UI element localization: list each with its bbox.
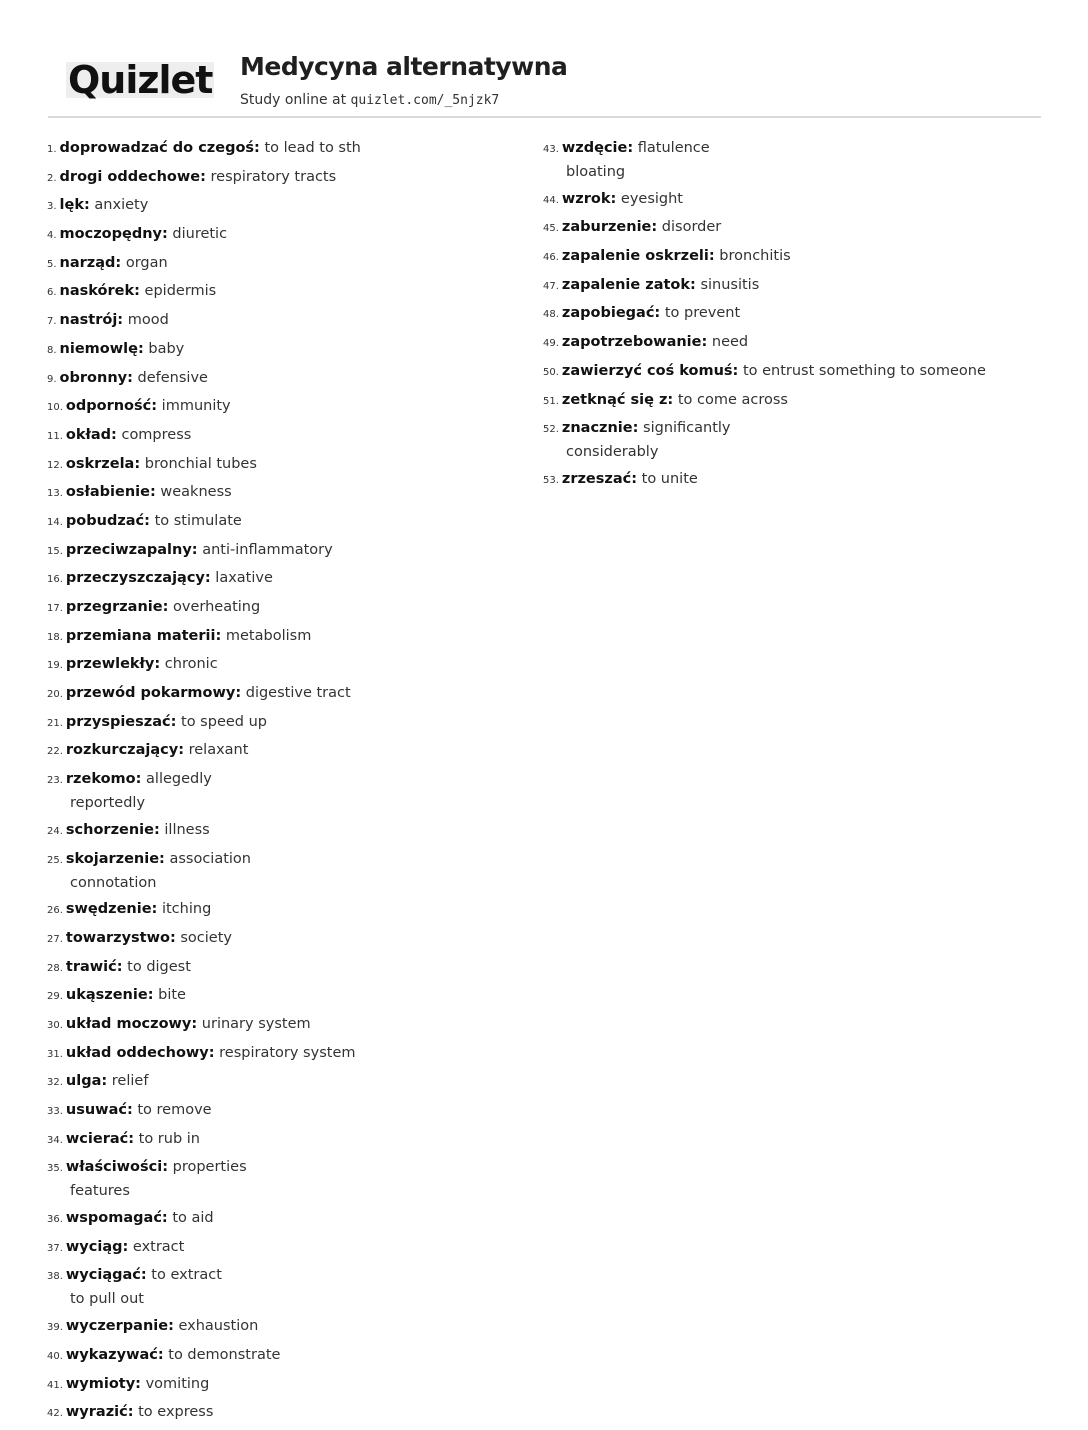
item-term: wzdęcie: xyxy=(561,140,634,156)
term-item xyxy=(47,453,517,477)
term-item xyxy=(47,682,517,706)
term-item xyxy=(47,567,517,591)
item-definition: to demonstrate xyxy=(168,1346,281,1363)
item-term: rzekomo: xyxy=(65,771,142,788)
item-term: trawić: xyxy=(65,958,123,975)
item-definition: diuretic xyxy=(172,226,228,243)
item-definition: to stimulate xyxy=(154,512,242,529)
item-definition: itching xyxy=(161,901,212,918)
item-term: doprowadzać do czegoś: xyxy=(59,140,260,156)
item-definition: immunity xyxy=(161,398,231,415)
term-list-right xyxy=(543,137,1063,497)
page-title: Medycyna alternatywna xyxy=(240,52,568,81)
item-term: usuwać: xyxy=(65,1102,133,1118)
item-definition: to come across xyxy=(677,391,788,408)
term-item xyxy=(47,1401,517,1425)
term-item xyxy=(47,1099,517,1123)
item-number: 44. xyxy=(543,194,559,206)
term-item xyxy=(47,768,517,814)
item-definition: illness xyxy=(164,821,210,838)
item-term: wykazywać: xyxy=(65,1346,164,1363)
item-number: 19. xyxy=(47,660,63,672)
item-number: 16. xyxy=(47,574,63,586)
item-term: schorzenie: xyxy=(65,821,160,838)
term-item xyxy=(543,216,1063,240)
item-definition: significantly xyxy=(643,420,731,437)
item-definition: urinary system xyxy=(201,1015,311,1032)
term-item xyxy=(47,625,517,649)
item-definition: to prevent xyxy=(664,305,741,322)
item-term: przewód pokarmowy: xyxy=(65,685,242,702)
item-term: zapobiegać: xyxy=(561,305,661,322)
item-number: 33. xyxy=(47,1106,63,1117)
item-number: 15. xyxy=(47,545,63,557)
item-definition: to aid xyxy=(172,1210,214,1227)
item-number: 6. xyxy=(47,287,57,299)
item-definition: baby xyxy=(148,340,185,357)
item-definition: vomiting xyxy=(145,1375,210,1392)
item-definition: to remove xyxy=(137,1102,212,1118)
term-item xyxy=(47,1070,517,1094)
term-item xyxy=(47,137,517,161)
item-term: naskórek: xyxy=(59,283,140,300)
item-definition: bronchitis xyxy=(719,248,791,265)
term-item xyxy=(47,367,517,391)
term-item xyxy=(47,596,517,620)
term-item xyxy=(47,309,517,333)
study-url-link[interactable]: quizlet.com/_5njzk7 xyxy=(350,93,500,108)
item-number: 43. xyxy=(543,144,559,155)
item-definition: relaxant xyxy=(188,742,249,759)
term-item xyxy=(47,223,517,247)
term-item xyxy=(47,539,517,563)
item-number: 5. xyxy=(47,258,57,270)
term-item xyxy=(47,1264,517,1310)
item-number: 40. xyxy=(47,1350,63,1362)
term-item xyxy=(47,898,517,922)
item-number: 9. xyxy=(47,373,57,385)
term-item xyxy=(47,739,517,763)
term-item xyxy=(47,711,517,735)
term-item xyxy=(47,819,517,843)
term-item xyxy=(543,188,1063,212)
item-term: zawierzyć coś komuś: xyxy=(561,362,739,379)
item-number: 51. xyxy=(543,395,559,407)
item-number: 37. xyxy=(47,1242,63,1254)
item-definition: bronchial tubes xyxy=(144,455,257,472)
item-number: 8. xyxy=(47,344,57,356)
item-term: zapalenie zatok: xyxy=(561,276,696,293)
term-item xyxy=(47,338,517,362)
item-term: zapotrzebowanie: xyxy=(561,334,708,351)
item-definition: to lead to sth xyxy=(264,140,361,156)
item-number: 47. xyxy=(543,280,559,292)
item-definition: metabolism xyxy=(225,627,312,644)
item-definition: flatulence xyxy=(637,140,710,156)
item-definition: defensive xyxy=(137,369,208,386)
term-item xyxy=(47,1042,517,1066)
item-number: 39. xyxy=(47,1322,63,1334)
term-item xyxy=(543,331,1063,355)
item-term: zrzeszać: xyxy=(561,470,638,487)
term-item xyxy=(543,302,1063,326)
item-term: przeciwzapalny: xyxy=(65,541,198,558)
item-number: 26. xyxy=(47,905,63,917)
item-definition: overheating xyxy=(173,599,261,615)
item-term: obronny: xyxy=(59,369,133,386)
item-number: 21. xyxy=(47,717,63,729)
item-definition-extra: reportedly xyxy=(70,795,146,812)
item-definition: epidermis xyxy=(144,283,217,300)
header-divider xyxy=(48,116,1041,118)
item-term: wspomagać: xyxy=(65,1210,168,1227)
item-term: drogi oddechowe: xyxy=(59,168,206,185)
item-definition: to unite xyxy=(641,470,698,487)
item-definition-extra: bloating xyxy=(566,164,626,180)
item-number: 20. xyxy=(47,689,63,701)
item-definition: relief xyxy=(111,1073,149,1090)
item-number: 2. xyxy=(47,172,57,184)
item-definition: compress xyxy=(121,426,192,443)
term-item xyxy=(543,417,1063,463)
item-definition: to rub in xyxy=(138,1130,200,1147)
item-term: nastrój: xyxy=(59,312,124,329)
item-term: pobudzać: xyxy=(65,512,150,529)
term-item xyxy=(47,194,517,218)
item-definition: bite xyxy=(158,987,186,1004)
item-term: ulga: xyxy=(65,1073,108,1090)
item-definition: to entrust something to someone xyxy=(742,362,986,379)
item-number: 28. xyxy=(47,962,63,974)
item-number: 36. xyxy=(47,1214,63,1226)
item-number: 50. xyxy=(543,366,559,378)
item-term: oskrzela: xyxy=(65,455,141,472)
item-term: wzrok: xyxy=(561,190,617,207)
term-item xyxy=(543,360,1063,384)
term-item xyxy=(47,166,517,190)
item-definition: allegedly xyxy=(146,771,212,788)
term-item xyxy=(47,280,517,304)
item-definition: chronic xyxy=(164,656,218,673)
term-list-left xyxy=(47,137,517,1430)
term-item xyxy=(47,1128,517,1152)
item-definition: laxative xyxy=(215,570,273,587)
item-number: 3. xyxy=(47,201,57,213)
item-definition: mood xyxy=(127,312,169,329)
item-number: 23. xyxy=(47,775,63,787)
item-term: niemowlę: xyxy=(59,340,144,357)
item-definition: exhaustion xyxy=(178,1318,259,1335)
term-item xyxy=(543,468,1063,492)
term-item xyxy=(47,848,517,894)
item-definition: to digest xyxy=(127,958,191,975)
item-definition: digestive tract xyxy=(245,685,351,702)
item-number: 17. xyxy=(47,603,63,614)
term-item xyxy=(47,1013,517,1037)
item-number: 29. xyxy=(47,991,63,1003)
term-item xyxy=(47,1156,517,1202)
term-item xyxy=(47,510,517,534)
term-item xyxy=(543,137,1063,183)
item-number: 25. xyxy=(47,854,63,866)
item-definition: to extract xyxy=(151,1267,222,1284)
item-number: 49. xyxy=(543,338,559,350)
item-term: przewlekły: xyxy=(65,656,161,673)
term-item xyxy=(47,1207,517,1231)
item-definition: to express xyxy=(138,1404,214,1421)
item-definition: to speed up xyxy=(181,713,267,730)
item-term: wyczerpanie: xyxy=(65,1318,174,1335)
term-item xyxy=(47,956,517,980)
item-definition: need xyxy=(711,334,749,351)
item-number: 11. xyxy=(47,430,63,442)
item-definition: weakness xyxy=(160,484,232,501)
item-number: 31. xyxy=(47,1048,63,1060)
item-term: ukąszenie: xyxy=(65,987,154,1004)
item-term: przyspieszać: xyxy=(65,713,177,730)
item-term: odporność: xyxy=(65,398,158,415)
item-term: wymioty: xyxy=(65,1375,141,1392)
item-number: 46. xyxy=(543,252,559,264)
term-item xyxy=(47,653,517,677)
item-term: przeczyszczający: xyxy=(65,570,211,587)
item-definition: extract xyxy=(132,1238,185,1255)
item-number: 45. xyxy=(543,223,559,235)
study-online-line xyxy=(240,92,499,108)
item-number: 34. xyxy=(47,1134,63,1146)
item-definition-extra: to pull out xyxy=(70,1291,144,1308)
item-number: 1. xyxy=(47,144,57,155)
item-definition-extra: considerably xyxy=(566,444,659,461)
term-item xyxy=(47,395,517,419)
item-number: 24. xyxy=(47,825,63,837)
item-term: zapalenie oskrzeli: xyxy=(561,248,715,265)
item-number: 48. xyxy=(543,309,559,321)
item-definition: respiratory system xyxy=(219,1044,356,1061)
item-number: 38. xyxy=(47,1271,63,1283)
item-term: właściwości: xyxy=(65,1159,169,1176)
item-term: lęk: xyxy=(59,197,90,214)
term-item xyxy=(47,424,517,448)
item-number: 52. xyxy=(543,424,559,436)
item-term: wyciągać: xyxy=(65,1267,147,1284)
item-definition: anti-inflammatory xyxy=(202,541,333,558)
item-definition-extra: features xyxy=(70,1183,130,1200)
item-number: 18. xyxy=(47,631,63,643)
quizlet-logo xyxy=(66,58,214,102)
study-prefix: Study online at xyxy=(240,92,347,108)
item-definition: properties xyxy=(172,1159,247,1176)
item-number: 14. xyxy=(47,516,63,528)
item-definition: respiratory tracts xyxy=(210,168,337,185)
item-term: narząd: xyxy=(59,254,122,271)
item-definition: sinusitis xyxy=(700,276,760,293)
term-item xyxy=(543,245,1063,269)
item-term: rozkurczający: xyxy=(65,742,184,759)
term-item xyxy=(47,1315,517,1339)
item-number: 27. xyxy=(47,933,63,945)
item-number: 35. xyxy=(47,1163,63,1175)
term-item xyxy=(543,389,1063,413)
item-number: 4. xyxy=(47,230,57,242)
item-definition: association xyxy=(169,850,251,867)
item-number: 53. xyxy=(543,474,559,486)
item-number: 42. xyxy=(47,1408,63,1420)
logo-text: Quizlet xyxy=(68,58,213,102)
term-item xyxy=(47,984,517,1008)
term-item xyxy=(47,1373,517,1397)
item-number: 41. xyxy=(47,1379,63,1391)
item-term: osłabienie: xyxy=(65,484,156,501)
item-term: swędzenie: xyxy=(65,901,158,918)
item-term: skojarzenie: xyxy=(65,850,165,867)
item-number: 13. xyxy=(47,488,63,500)
item-number: 10. xyxy=(47,402,63,414)
term-item xyxy=(47,1236,517,1260)
item-number: 12. xyxy=(47,459,63,471)
item-definition: anxiety xyxy=(94,197,149,214)
term-item xyxy=(47,927,517,951)
item-term: przemiana materii: xyxy=(65,627,222,644)
item-definition: society xyxy=(180,929,232,946)
item-term: wcierać: xyxy=(65,1130,135,1147)
item-term: układ moczowy: xyxy=(65,1015,198,1032)
item-term: towarzystwo: xyxy=(65,929,176,946)
item-number: 7. xyxy=(47,316,57,328)
item-term: wyrazić: xyxy=(65,1404,134,1421)
item-definition: eyesight xyxy=(620,190,683,207)
item-term: przegrzanie: xyxy=(65,599,169,615)
item-number: 30. xyxy=(47,1019,63,1031)
term-item xyxy=(47,1344,517,1368)
item-definition-extra: connotation xyxy=(70,874,157,891)
item-definition: organ xyxy=(125,254,168,271)
item-term: znacznie: xyxy=(561,420,639,437)
item-number: 32. xyxy=(47,1077,63,1089)
term-item xyxy=(543,274,1063,298)
item-term: wyciąg: xyxy=(65,1238,129,1255)
item-number: 22. xyxy=(47,746,63,758)
item-term: zetknąć się z: xyxy=(561,391,674,408)
item-term: okład: xyxy=(65,426,117,443)
item-definition: disorder xyxy=(661,219,722,236)
item-term: układ oddechowy: xyxy=(65,1044,215,1061)
term-item xyxy=(47,481,517,505)
item-term: zaburzenie: xyxy=(561,219,658,236)
term-item xyxy=(47,252,517,276)
item-term: moczopędny: xyxy=(59,226,168,243)
